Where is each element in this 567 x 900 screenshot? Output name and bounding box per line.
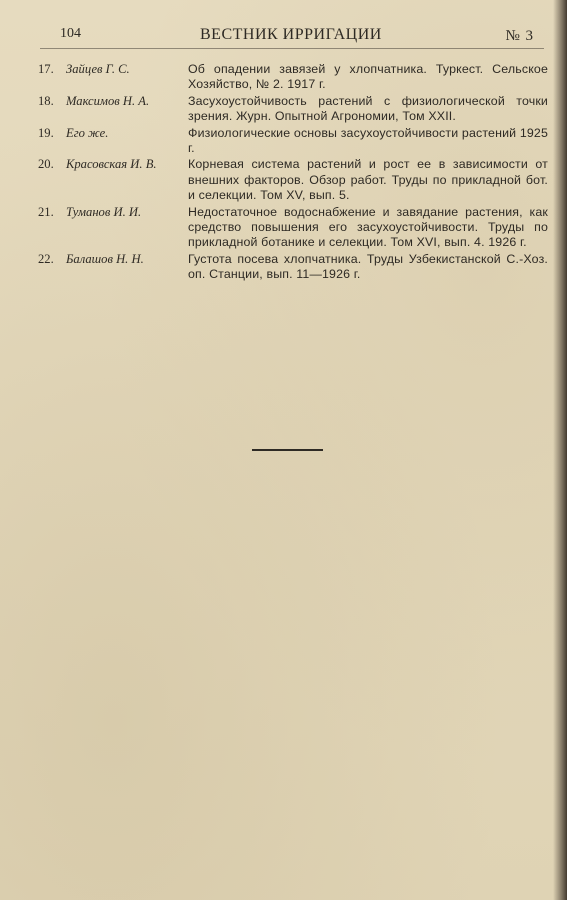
page-number: 104 [60, 26, 81, 41]
reference-list [38, 62, 548, 284]
issue-number: № 3 [505, 28, 534, 44]
page-edge-shadow [553, 0, 567, 900]
reference-text: Физиологические основы засухоустойчивости растений 1925 г. [188, 125, 548, 156]
reference-author: Балашов Н. Н. [66, 251, 144, 266]
reference-number: 17. [38, 62, 54, 76]
reference-number: 21. [38, 204, 54, 219]
journal-title: ВЕСТНИК ИРРИГАЦИИ [200, 26, 382, 43]
reference-text: Засухоустойчивость растений с физиологической точки зрения. Журн. Опытной Агрономии, Том XXII. [188, 93, 548, 124]
end-rule [252, 449, 323, 451]
reference-item [38, 252, 548, 283]
reference-author: Зайцев Г. С. [66, 62, 130, 76]
reference-text: Корневая система растений и рост ее в зависимости от внешних факторов. Обзор работ. Труды по прикладной бот. и селекции. Том XV, вып. 5. [188, 157, 548, 203]
reference-number: 20. [38, 157, 54, 172]
reference-author: Туманов И. И. [66, 204, 142, 219]
reference-author: Максимов Н. А. [66, 93, 150, 108]
reference-author: Красовская И. В. [66, 157, 157, 172]
header-rule [40, 48, 544, 49]
reference-number: 19. [38, 125, 54, 140]
reference-text: Об опадении завязей у хлопчатника. Туркест. Сельское Хозяйство, № 2. 1917 г. [188, 62, 548, 92]
reference-text: Недостаточное водоснабжение и завядание растения, как средство повышения его засухоустойчивости. Труды по прикладной ботанике и селекции. Том XVI, вып. 4. 1926 г. [188, 204, 548, 250]
reference-number: 22. [38, 251, 54, 266]
reference-text: Густота посева хлопчатника. Труды Узбекистанской С.-Хоз. оп. Станции, вып. 11—1926 г. [188, 251, 548, 282]
reference-item [38, 126, 548, 157]
reference-item [38, 62, 548, 93]
reference-item [38, 205, 548, 251]
reference-number: 18. [38, 93, 54, 108]
reference-author: Его же. [66, 125, 109, 140]
reference-item [38, 94, 548, 125]
running-header [40, 26, 544, 48]
reference-item [38, 157, 548, 203]
